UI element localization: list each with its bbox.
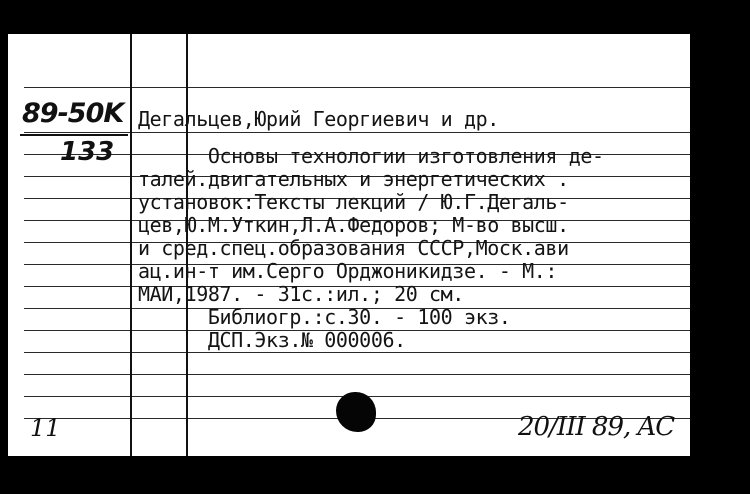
margin-line-left <box>130 34 132 456</box>
catalog-card <box>8 34 690 456</box>
call-number-line2: 133 <box>60 137 115 167</box>
card-title-line: Основы технологии изготовления де- <box>138 144 604 168</box>
bottom-left-mark: 11 <box>30 414 61 442</box>
card-copy-line: ДСП.Экз.№ 000006. <box>138 328 406 352</box>
handwritten-note: 20/III 89, AC <box>518 412 675 442</box>
card-imprint-line: МАИ,1987. - 31с.:ил.; 20 см. <box>138 282 464 306</box>
card-rule <box>24 374 690 375</box>
card-author-line: Дегальцев,Юрий Георгиевич и др. <box>138 107 499 131</box>
card-bibliography-line: Библиогр.:с.30. - 100 экз. <box>138 305 511 329</box>
call-number-line1: 89-50K <box>22 98 124 129</box>
card-rule <box>24 132 690 133</box>
card-rule <box>24 352 690 353</box>
call-number-underline <box>20 134 128 136</box>
card-text-line: цев,Ю.М.Уткин,Л.А.Федоров; М-во высш. <box>138 213 569 237</box>
ink-blot <box>336 392 376 432</box>
card-rule <box>24 87 690 88</box>
card-text-line: ац.ин-т им.Серго Орджоникидзе. - М.: <box>138 259 558 283</box>
card-text-line: талей.двигательных и энергетических . <box>138 167 569 191</box>
card-text-line: установок:Тексты лекций / Ю.Г.Дегаль- <box>138 190 569 214</box>
card-text-line: и сред.спец.образования СССР,Моск.ави <box>138 236 569 260</box>
